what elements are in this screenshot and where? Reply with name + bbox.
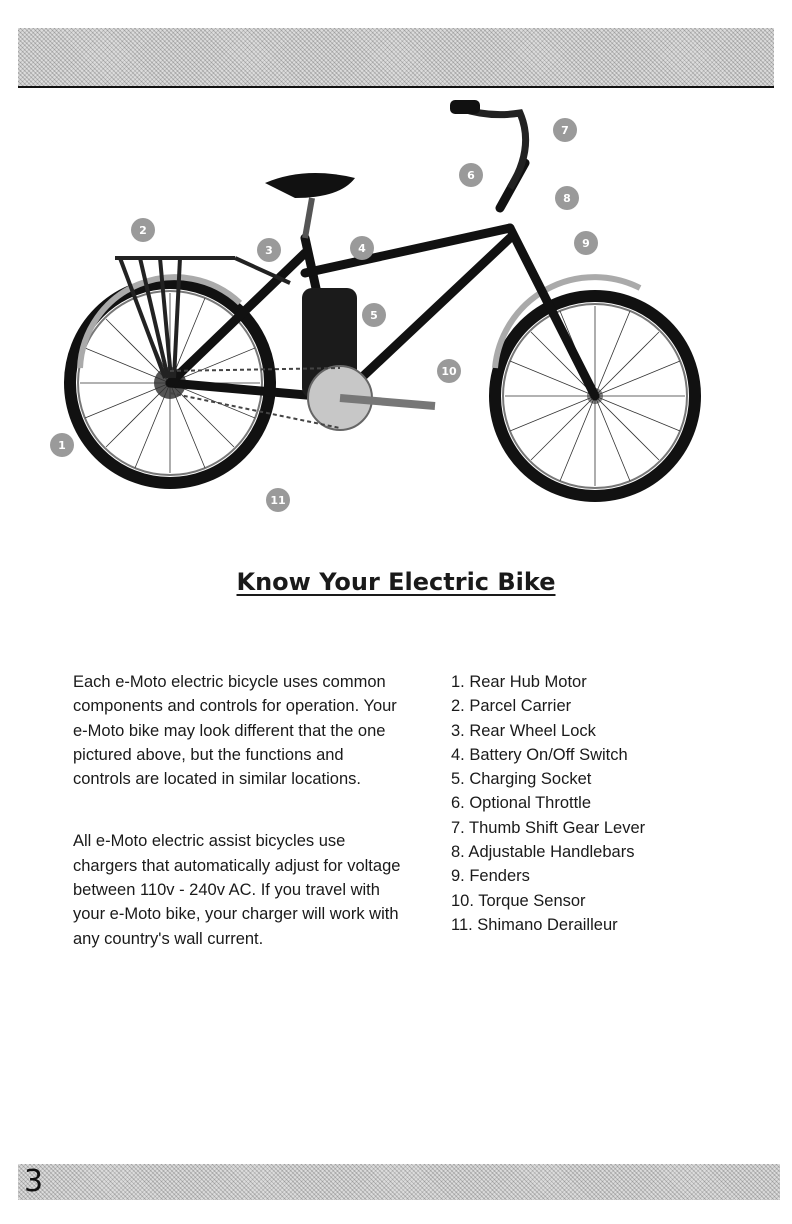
list-item: 1. Rear Hub Motor [451,673,587,691]
footer-band [18,1164,780,1200]
bike-frame [170,163,595,398]
header-band [18,28,774,88]
svg-text:9: 9 [582,237,590,250]
list-item: 11. Shimano Derailleur [451,915,618,934]
grip [450,100,480,114]
list-item: 6. Optional Throttle [451,794,592,813]
list-item: 3. Rear Wheel Lock [451,721,596,740]
callout-3 [257,238,281,262]
seat-post [305,198,312,238]
callout-9 [574,231,598,255]
page-number: 3 [24,1164,44,1199]
callout-1 [50,433,74,457]
callout-7 [553,118,577,142]
svg-text:1: 1 [58,439,66,452]
callout-11 [266,488,290,512]
list-item: 4. Battery On/Off Switch [451,745,628,764]
intro-paragraph: All e-Moto electric assist bicycles use chargers that automatically adjust for voltage between 110v - 240v AC. If you travel with your e-Moto bike, your charger will work with any country's wall current. [73,832,401,948]
callout-2 [131,218,155,242]
svg-text:7: 7 [561,124,569,137]
svg-text:5: 5 [370,309,378,322]
svg-text:6: 6 [467,169,475,182]
list-item: 5. Charging Socket [451,770,592,789]
svg-text:4: 4 [358,242,366,255]
callout-4 [350,236,374,260]
callout-6 [459,163,483,187]
list-item: 2. Parcel Carrier [451,697,572,716]
callout-8 [555,186,579,210]
callout-5 [362,303,386,327]
list-item: 7. Thumb Shift Gear Lever [451,818,646,837]
svg-text:8: 8 [563,192,571,205]
svg-text:10: 10 [441,365,457,378]
list-item: 8. Adjustable Handlebars [451,843,635,862]
svg-text:11: 11 [270,494,286,507]
intro-text [73,670,403,989]
list-item: 10. Torque Sensor [451,891,586,910]
list-item: 9. Fenders [451,867,530,886]
intro-paragraph: Each e-Moto electric bicycle uses common components and controls for operation. Your e-Moto bike may look different that the one pictured above, but the functions and controls are located in similar locations. [73,673,397,789]
parts-list [451,670,751,937]
page-title: Know Your Electric Bike [236,568,556,596]
front-fender [495,277,640,368]
callout-10 [437,359,461,383]
saddle [265,173,355,198]
svg-text:2: 2 [139,224,147,237]
svg-text:3: 3 [265,244,273,257]
bike-illustration [40,88,740,528]
